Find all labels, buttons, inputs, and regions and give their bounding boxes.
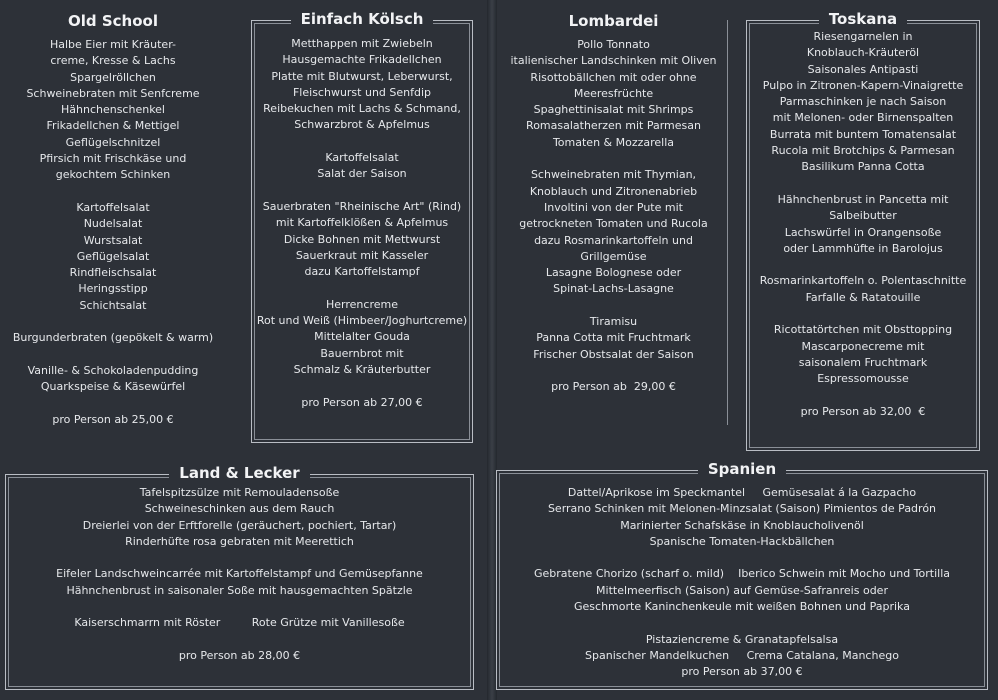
menu-item: Spaghettinisalat mit Shrimps (533, 103, 694, 117)
menu-item: Dattel/Aprikose im Speckmantel Gemüsesalat á la Gazpacho (567, 486, 917, 499)
menu-item: Schweineschinken aus dem Rauch (144, 502, 335, 516)
menu-item: Heringsstipp (78, 282, 148, 296)
menu-item: Lasagne Bolognese oder (545, 266, 682, 280)
menu-item: Schwarzbrot & Apfelmus (294, 118, 430, 132)
spacer (6, 632, 473, 648)
menu-item: Lachswürfel in Orangensoße (784, 225, 942, 239)
menu-item: Saisonales Antipasti (807, 62, 919, 76)
price-line: pro Person ab 37,00 € (681, 665, 803, 679)
menu-item: Geflügelsalat (76, 249, 150, 263)
menu-item: Burgunderbraten (gepökelt & warm) (12, 331, 214, 345)
menu-item: Sauerkraut mit Kasseler (295, 248, 429, 262)
menu-item: Rucola mit Brotchips & Parmesan (771, 144, 955, 158)
section-title: Old School (58, 12, 168, 30)
menu-item: Rosmarinkartoffeln o. Polentaschnitte (759, 274, 967, 288)
price-line: pro Person ab 27,00 € (301, 395, 423, 409)
menu-item: Serrano Schinken mit Melonen-Minzsalat (Saison) Pimientos de Padrón (547, 502, 937, 516)
menu-item: Mittelalter Gouda (314, 330, 410, 344)
spacer (747, 176, 979, 192)
menu-item: saisonalem Fruchtmark (798, 355, 928, 369)
spacer (8, 347, 218, 363)
menu-item: Knoblauch und Zitronenabrieb (529, 184, 698, 198)
menu-item: Basilikum Panna Cotta (801, 160, 925, 174)
menu-item: Platte mit Blutwurst, Leberwurst, (271, 69, 453, 83)
menu-item: Pollo Tonnato (577, 38, 650, 51)
menu-item: Marinierter Schafskäse in Knoblaucholivenöl (620, 518, 864, 532)
menu-item: creme, Kresse & Lachs (50, 54, 176, 68)
menu-item: Mittelmeerfisch (Saison) auf Gemüse-Safranreis oder (596, 583, 888, 597)
menu-item: Hähnchenbrust in Pancetta mit (777, 192, 949, 206)
menu-item: gekochtem Schinken (55, 168, 171, 182)
menu-item: Salat der Saison (317, 167, 407, 181)
menu-lines (6, 485, 473, 664)
menu-item: Sauerbraten "Rheinische Art" (Rind) (262, 199, 462, 213)
price-line: pro Person ab 28,00 € (178, 648, 301, 662)
price-line: pro Person ab 25,00 € (52, 412, 174, 426)
spacer (252, 183, 472, 199)
menu-item: Schmalz & Kräuterbutter (293, 362, 431, 376)
menu-item: dazu Rosmarinkartoffeln und (534, 233, 693, 247)
menu-item: Geflügelschnitzel (65, 135, 161, 149)
menu-item: Pfirsich mit Frischkäse und (39, 152, 187, 166)
spacer (747, 306, 979, 322)
menu-item: Spinat-Lachs-Lasagne (553, 282, 674, 296)
spacer (6, 599, 473, 615)
menu-item: mit Melonen- oder Birnenspalten (772, 111, 954, 125)
menu-item: Dreierlei von der Erftforelle (geräuchert, pochiert, Tartar) (82, 518, 397, 532)
spacer (497, 550, 987, 566)
menu-toskana (746, 10, 980, 451)
price-line: pro Person ab 32,00 € (800, 404, 926, 418)
menu-item: Schweinebraten mit Senfcreme (26, 86, 200, 100)
spacer (747, 257, 979, 273)
menu-item: Panna Cotta mit Fruchtmark (536, 331, 691, 345)
menu-item: Bauernbrot mit (320, 346, 404, 360)
menu-item: Geschmorte Kaninchenkeule mit weißen Bohnen und Paprika (574, 600, 910, 614)
menu-lombardei (500, 12, 728, 425)
menu-item: Kartoffelsalat (76, 200, 150, 214)
price-line: pro Person ab 29,00 € (551, 380, 676, 394)
menu-spanien (496, 460, 988, 690)
menu-item: Reibekuchen mit Lachs & Schmand, (263, 102, 461, 116)
menu-item: Risottobällchen mit oder ohne (530, 70, 697, 84)
menu-item: Frikadellchen & Mettigel (46, 119, 180, 133)
menu-item: Schweinebraten mit Thymian, (530, 168, 697, 182)
menu-item: Halbe Eier mit Kräuter- (49, 38, 176, 51)
section-title: Einfach Kölsch (291, 10, 434, 28)
menu-item: Gebratene Chorizo (scharf o. mild) Iberico Schwein mit Mocho und Tortilla (533, 567, 951, 581)
spacer (747, 388, 979, 404)
menu-lines (747, 29, 979, 420)
menu-item: Mascarponecreme mit (801, 339, 925, 353)
section-title: Lombardei (559, 12, 669, 30)
menu-item: Fleischwurst und Senfdip (292, 85, 432, 99)
menu-item: Spanische Tomaten-Hackbällchen (649, 534, 835, 548)
menu-item: Nudelsalat (83, 217, 143, 231)
spacer (500, 363, 727, 379)
menu-item: Metthappen mit Zwiebeln (291, 37, 433, 50)
menu-item: Involtini von der Pute mit (544, 200, 683, 214)
menu-item: Ricottatörtchen mit Obsttopping (773, 323, 953, 337)
menu-lines (8, 37, 218, 428)
menu-lines (252, 36, 472, 411)
menu-item: Herrencreme (326, 297, 398, 311)
menu-item: Frischer Obstsalat der Saison (533, 347, 694, 361)
menu-item: Meeresfrüchte (573, 86, 654, 100)
menu-item: Wurstsalat (83, 233, 143, 247)
menu-item: oder Lammhüfte in Barolojus (783, 241, 943, 255)
menu-item: mit Kartoffelklößen & Apfelmus (275, 216, 449, 230)
menu-lines (500, 37, 727, 396)
spacer (500, 151, 727, 167)
menu-item: Hähnchenschenkel (60, 103, 165, 117)
menu-item: Schichtsalat (79, 298, 147, 312)
menu-item: Espressomousse (817, 372, 909, 386)
section-title: Toskana (819, 10, 907, 28)
menu-item: Pistaziencreme & Granatapfelsalsa (645, 632, 839, 646)
menu-item: Tomaten & Mozzarella (552, 135, 675, 149)
menu-item: Knoblauch-Kräuteröl (806, 46, 920, 60)
menu-item: Farfalle & Ratatouille (805, 290, 921, 304)
menu-item: Kaiserschmarrn mit Röster Rote Grütze mit Vanillesoße (74, 616, 405, 630)
menu-item: Parmaschinken je nach Saison (779, 95, 947, 109)
menu-item: Romasalatherzen mit Parmesan (526, 119, 701, 133)
menu-item: Riesengarnelen in (813, 30, 913, 43)
spacer (252, 134, 472, 150)
section-title: Spanien (698, 460, 786, 478)
menu-item: getrockneten Tomaten und Rucola (519, 217, 708, 231)
menu-item: Hähnchenbrust in saisonaler Soße mit hausgemachten Spätzle (66, 583, 413, 597)
menu-item: Tiramisu (589, 315, 638, 329)
spacer (252, 378, 472, 394)
menu-item: Rot und Weiß (Himbeer/Joghurtcreme) (256, 314, 468, 328)
section-title: Land & Lecker (169, 464, 309, 482)
spacer (500, 298, 727, 314)
spacer (252, 280, 472, 296)
menu-item: dazu Kartoffelstampf (304, 265, 420, 279)
menu-item: Rinderhüfte rosa gebraten mit Meerettich (125, 534, 354, 548)
spacer (8, 314, 218, 330)
menu-item: Rindfleischsalat (69, 266, 157, 280)
menu-item: Quarkspeise & Käsewürfel (40, 380, 186, 394)
menu-item: Pulpo in Zitronen-Kapern-Vinaigrette (762, 78, 964, 92)
menu-item: Vanille- & Schokoladenpudding (27, 363, 199, 377)
menu-item: Tafelspitzsülze mit Remouladensoße (139, 486, 340, 499)
menu-item: italienischer Landschinken mit Oliven (510, 54, 717, 68)
spacer (497, 615, 987, 631)
menu-einfach-koelsch (251, 10, 473, 443)
menu-item: Hausgemachte Frikadellchen (282, 53, 442, 67)
menu-lines (497, 485, 987, 681)
menu-item: Salbeibutter (829, 209, 897, 223)
menu-land-lecker (5, 464, 474, 690)
menu-old-school (8, 12, 218, 456)
spacer (8, 396, 218, 412)
menu-item: Eifeler Landschweincarrée mit Kartoffelstampf und Gemüsepfanne (56, 567, 423, 581)
spacer (8, 184, 218, 200)
menu-item: Kartoffelsalat (325, 151, 399, 165)
menu-item: Spanischer Mandelkuchen Crema Catalana, Manchego (585, 648, 899, 662)
menu-item: Dicke Bohnen mit Mettwurst (283, 232, 441, 246)
menu-item: Spargelröllchen (70, 70, 156, 84)
menu-item: Grillgemüse (580, 249, 647, 263)
menu-item: Burrata mit buntem Tomatensalat (769, 127, 957, 141)
spacer (6, 550, 473, 566)
